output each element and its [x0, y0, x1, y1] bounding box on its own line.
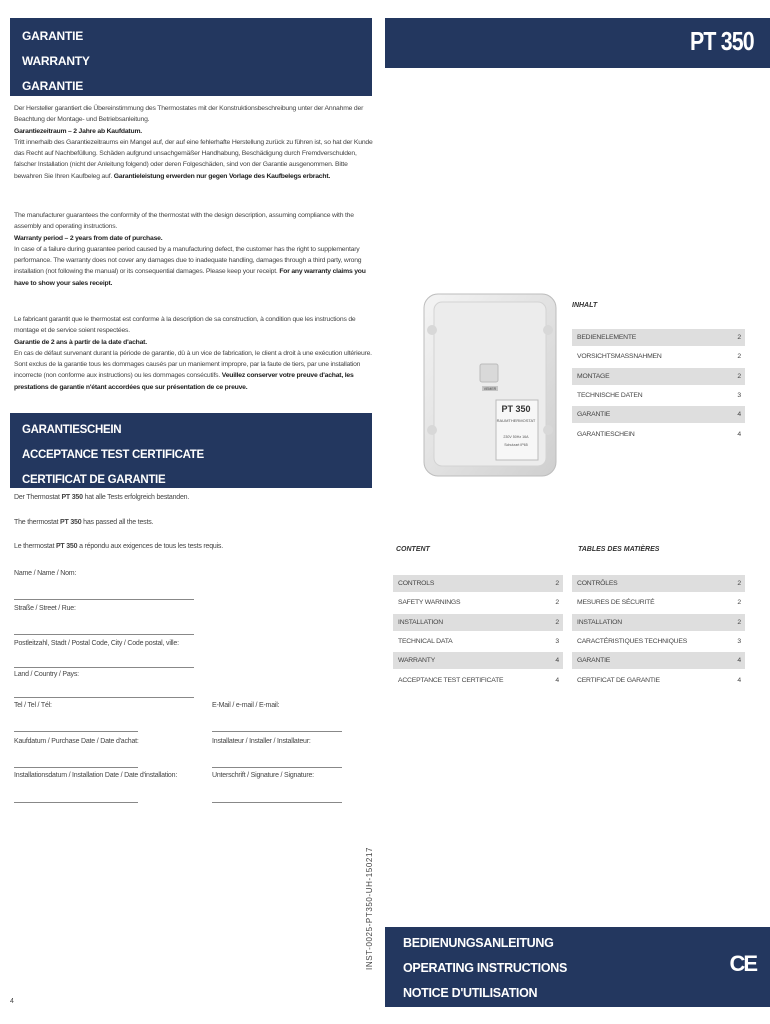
- toc-item-page: 4: [555, 657, 559, 665]
- toc-item[interactable]: [572, 633, 745, 650]
- toc-item[interactable]: [572, 575, 745, 592]
- warranty-en-intro: The manufacturer guarantees the conformity of the thermostat with the design description, assuming compliance with the assembly and operating instructions.: [14, 212, 354, 231]
- passed-fr-model: PT 350: [55, 543, 78, 550]
- toc-item[interactable]: [393, 575, 563, 592]
- doc-code-text: INST-0025-PT350-UH-150217: [365, 846, 374, 970]
- header-title-de: GARANTIE: [22, 29, 84, 43]
- doc-code-svg: [362, 820, 376, 970]
- product-spec2: Schutzart IP65: [504, 443, 528, 447]
- product-brand-label: VEMER: [483, 387, 497, 391]
- warranty-fr-period: Garantie de 2 ans à partir de la date d'achat.: [14, 338, 147, 346]
- footer-title-fr: NOTICE D'UTILISATION: [403, 986, 538, 1000]
- toc-item-page: 2: [737, 618, 741, 626]
- toc-item-page: 4: [737, 411, 741, 419]
- field-country-label: Land / Country / Pays:: [14, 671, 79, 678]
- doc-code: [362, 820, 376, 970]
- toc-item-page: 4: [737, 676, 741, 684]
- field-street-label: Straße / Street / Rue:: [14, 605, 76, 612]
- product-knockout-bl: [427, 425, 437, 435]
- toc-item-page: 4: [737, 657, 741, 665]
- toc-item-label: ACCEPTANCE TEST CERTIFICATE: [398, 676, 504, 684]
- passed-en-a: The thermostat: [14, 519, 61, 526]
- field-name-line[interactable]: [14, 599, 194, 600]
- toc-item-page: 2: [737, 353, 741, 361]
- footer-title-de: BEDIENUNGSANLEITUNG: [403, 936, 554, 950]
- warranty-fr-receipt: Veuillez conserver votre preuve d'achat, les prestations de garantie n'étant accordées que sur présentation de ce preuve.: [14, 372, 354, 391]
- product-sub-label: RAUMTHERMOSTAT: [496, 418, 536, 423]
- warranty-text-de: [14, 103, 374, 182]
- header-title-fr: GARANTIE: [22, 79, 84, 93]
- product-knockout-br: [543, 425, 553, 435]
- passed-en: [14, 519, 153, 526]
- toc-item-page: 2: [737, 599, 741, 607]
- product-image: [420, 290, 560, 480]
- product-model-label: PT 350: [501, 404, 531, 414]
- toc-item[interactable]: [393, 594, 563, 611]
- toc-item-label: INSTALLATION: [577, 618, 622, 626]
- warranty-de-receipt: Garantieleistung erwerden nur gegen Vorlage des Kaufbelegs erbracht.: [113, 172, 331, 180]
- page-number: 4: [10, 998, 14, 1005]
- toc-fr-heading: TABLES DES MATIÈRES: [578, 546, 660, 553]
- product-knockout-tl: [427, 325, 437, 335]
- warranty-en-receipt: For any warranty claims you have to show your sales receipt.: [14, 268, 366, 287]
- toc-item-label: INSTALLATION: [398, 618, 443, 626]
- toc-item-page: 4: [737, 430, 741, 438]
- toc-item-page: 2: [555, 618, 559, 626]
- field-install-date-line[interactable]: [14, 802, 138, 803]
- field-signature-line[interactable]: [212, 802, 342, 803]
- passed-de-a: Der Thermostat: [14, 494, 62, 501]
- passed-de-b: hat alle Tests erfolgreich bestanden.: [82, 494, 190, 501]
- toc-item-label: CONTRÔLES: [577, 580, 618, 587]
- warranty-de-period: Garantiezeitraum – 2 Jahre ab Kaufdatum.: [14, 127, 142, 135]
- toc-item-label: BEDIENELEMENTE: [577, 334, 637, 341]
- toc-item-label: TECHNISCHE DATEN: [577, 391, 643, 399]
- passed-de-model: PT 350: [61, 494, 83, 501]
- field-install-date-label: Installationsdatum / Installation Date / Date d'installation:: [14, 772, 178, 779]
- toc-item-label: SAFETY WARNINGS: [398, 599, 461, 607]
- toc-item-page: 2: [737, 580, 741, 587]
- footer-title-en: OPERATING INSTRUCTIONS: [403, 961, 568, 975]
- toc-item-label: VORSICHTSMASSNAHMEN: [577, 353, 662, 361]
- field-postal-label: Postleitzahl, Stadt / Postal Code, City / Code postal, ville:: [14, 640, 179, 647]
- field-email-label: E-Mail / e-mail / E-mail:: [212, 702, 280, 709]
- passed-fr-a: Le thermostat: [14, 543, 56, 550]
- certificate-title-en: ACCEPTANCE TEST CERTIFICATE: [22, 449, 204, 461]
- warranty-en-period: Warranty period – 2 years from date of purchase.: [14, 234, 163, 242]
- toc-item[interactable]: [572, 594, 745, 611]
- toc-item[interactable]: [393, 652, 563, 669]
- passed-de: [14, 494, 189, 501]
- certificate-title-fr: CERTIFICAT DE GARANTIE: [22, 474, 166, 486]
- toc-item-page: 2: [555, 580, 559, 587]
- field-purchase-date-line[interactable]: [14, 767, 138, 768]
- field-installer-label: Installateur / Installer / Installateur:: [212, 738, 311, 745]
- toc-item[interactable]: [572, 368, 745, 385]
- passed-en-model: PT 350: [60, 519, 82, 526]
- field-name-label: Name / Name / Nom:: [14, 570, 77, 577]
- product-screw-cover: [480, 364, 498, 382]
- passed-fr-b: a répondu aux exigences de tous les tests requis.: [77, 543, 223, 550]
- warranty-fr-intro: Le fabricant garantit que le thermostat est conforme à la description de sa construction, à condition que les instructions de montage et de service soient respectées.: [14, 316, 356, 335]
- field-country-line[interactable]: [14, 697, 194, 698]
- product-spec1: 230V 50Hz 16A: [503, 435, 529, 439]
- toc-item-label: MESURES DE SÉCURITÉ: [577, 599, 655, 607]
- model-header: [385, 18, 770, 68]
- toc-item-page: 3: [737, 391, 741, 399]
- toc-item-label: WARRANTY: [398, 657, 436, 665]
- field-tel-line[interactable]: [14, 731, 138, 732]
- toc-item[interactable]: [393, 672, 563, 689]
- field-email-line[interactable]: [212, 731, 342, 732]
- manual-footer: [385, 927, 770, 1007]
- toc-item-page: 2: [737, 372, 741, 380]
- field-tel-label: Tel / Tel / Tél:: [14, 702, 52, 709]
- product-label: [496, 400, 538, 460]
- toc-item[interactable]: [572, 329, 745, 346]
- toc-item[interactable]: [393, 633, 563, 650]
- toc-item[interactable]: [572, 672, 745, 689]
- passed-en-b: has passed all the tests.: [81, 519, 154, 526]
- field-purchase-date-label: Kaufdatum / Purchase Date / Date d'achat:: [14, 738, 139, 745]
- warranty-de-intro: Der Hersteller garantiert die Übereinstimmung des Thermostates mit der Konstruktionsbeschreibung unter der Annahme der Beachtung der Montage- und Betriebsanleitung.: [14, 105, 364, 124]
- toc-item-label: GARANTIE: [577, 657, 611, 665]
- field-street-line[interactable]: [14, 634, 194, 635]
- warranty-fr-body: En cas de défaut survenant durant la période de garantie, dû à un vice de fabrication, le client a droit à une exécution ultérieure. Sont exclus de la garantie tous les dommages causés par un maniement impropre, par la faute de tiers, par une installation incorrecte (non conforme aux instructions) ou les dommages consécutifs.: [14, 349, 372, 380]
- toc-item-page: 2: [555, 599, 559, 607]
- certificate-header: [10, 413, 372, 488]
- toc-item[interactable]: [572, 652, 745, 669]
- toc-item-page: 3: [555, 637, 559, 645]
- toc-item[interactable]: [572, 348, 745, 365]
- toc-item[interactable]: [572, 406, 745, 423]
- field-postal-line[interactable]: [14, 667, 194, 668]
- header-title-en: WARRANTY: [22, 54, 90, 68]
- toc-item-page: 2: [737, 334, 741, 341]
- certificate-title-de: GARANTIESCHEIN: [22, 424, 122, 436]
- toc-item-label: MONTAGE: [577, 372, 610, 380]
- warranty-text-fr: [14, 314, 374, 393]
- toc-item-label: GARANTIESCHEIN: [577, 430, 635, 438]
- warranty-de-body: Tritt innerhalb des Garantiezeitraums ein Mangel auf, der auf eine fehlerhafte Herstellung zurück zu führen ist, so hat der Kunde das Recht auf Nachbefüllung. Schäden aufgrund unsachgemäßer Handhabung, Beschädigung durch Fremdverschulden, falscher Installation (nicht der Anleitung folgend) oder deren Folgeschäden, sind von der Garantie ausgenommen. Bitte bewahren Sie Ihren Kaufbeleg auf.: [14, 138, 373, 180]
- warranty-text-en: [14, 210, 374, 289]
- warranty-en-body: In case of a failure during guarantee period caused by a manufacturing defect, the customer has the right to supplementary performance. The warranty does not cover any damages due to inadequate handling, damages through a third party, wrong installation (not following the manual) or its consequential damages. Please keep your receipt.: [14, 245, 362, 276]
- toc-item[interactable]: [572, 387, 745, 404]
- field-signature-label: Unterschrift / Signature / Signature:: [212, 772, 314, 779]
- toc-en-heading: CONTENT: [396, 546, 430, 553]
- product-knockout-tr: [543, 325, 553, 335]
- passed-fr: [14, 543, 223, 550]
- toc-item-page: 3: [737, 637, 741, 645]
- toc-item-label: GARANTIE: [577, 411, 611, 419]
- toc-item[interactable]: [393, 614, 563, 631]
- toc-item-label: TECHNICAL DATA: [398, 637, 453, 645]
- toc-item-label: CONTROLS: [398, 580, 435, 587]
- ce-mark-icon: CE: [729, 951, 756, 976]
- toc-item-label: CARACTÉRISTIQUES TECHNIQUES: [577, 637, 688, 645]
- toc-item[interactable]: [572, 426, 745, 443]
- field-installer-line[interactable]: [212, 767, 342, 768]
- warranty-header: [10, 18, 372, 96]
- toc-de-heading: INHALT: [572, 302, 598, 309]
- toc-item-label: CERTIFICAT DE GARANTIE: [577, 676, 660, 684]
- toc-item-page: 4: [555, 676, 559, 684]
- model-title: PT 350: [690, 26, 754, 56]
- toc-item[interactable]: [572, 614, 745, 631]
